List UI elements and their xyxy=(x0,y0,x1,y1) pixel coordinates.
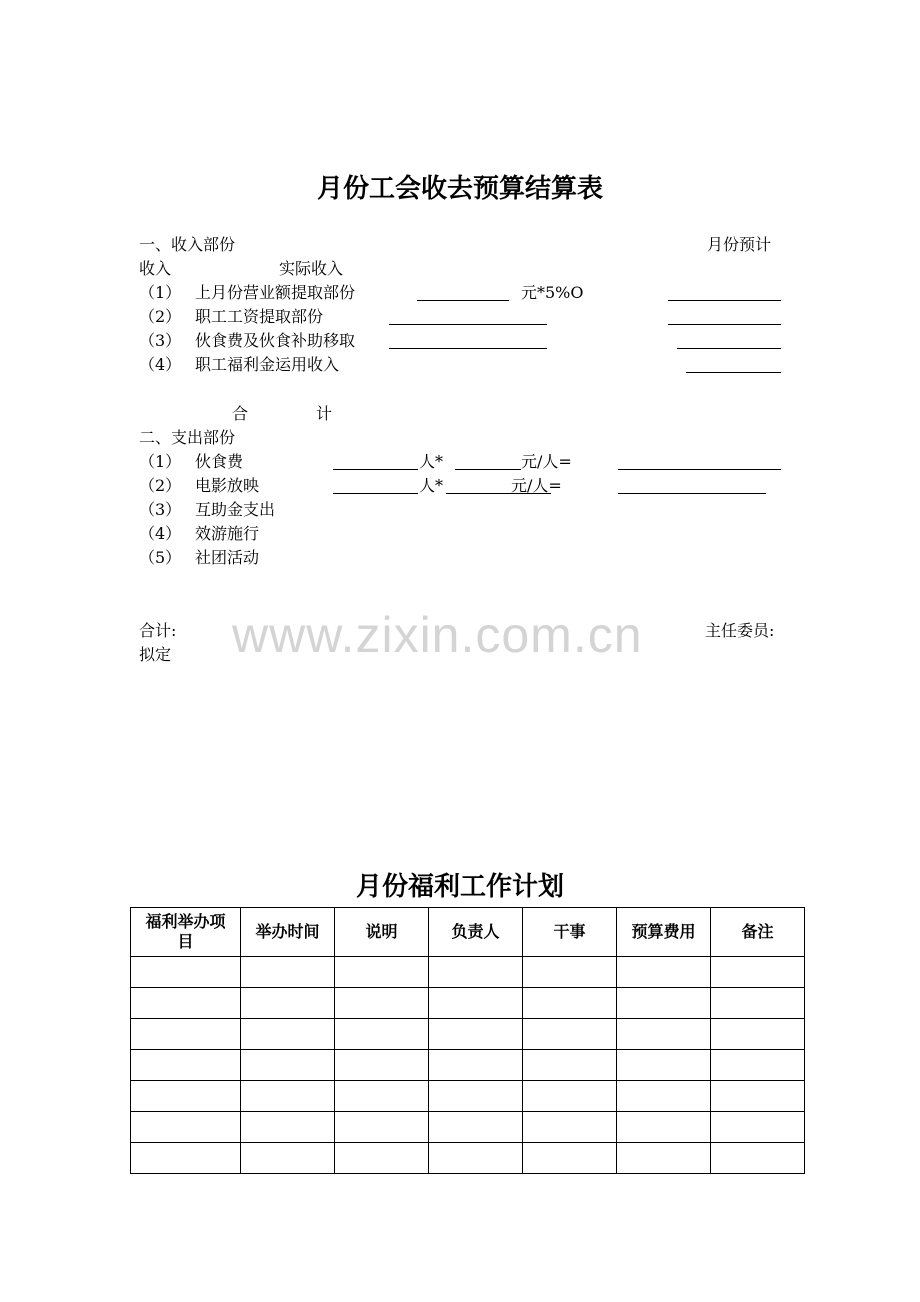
table-cell[interactable] xyxy=(617,1081,711,1112)
table-cell[interactable] xyxy=(335,1143,429,1174)
table-row xyxy=(131,988,805,1019)
blank-line xyxy=(455,469,521,470)
expense-item-num: （2） xyxy=(139,476,182,495)
table-cell[interactable] xyxy=(617,1019,711,1050)
expense-item-label: 效游施行 xyxy=(195,524,260,543)
income-item-label: 职工工资提取部份 xyxy=(195,307,324,326)
table-cell[interactable] xyxy=(711,988,805,1019)
header-description: 说明 xyxy=(335,908,429,957)
table-cell[interactable] xyxy=(429,988,523,1019)
table-cell[interactable] xyxy=(335,1050,429,1081)
table-cell[interactable] xyxy=(241,988,335,1019)
section-expense-heading: 二、支出部份 xyxy=(139,428,236,447)
total-label-a: 合 xyxy=(232,404,249,423)
table-cell[interactable] xyxy=(711,1112,805,1143)
header-budget: 预算费用 xyxy=(617,908,711,957)
column-actual-income: 实际收入 xyxy=(279,259,344,278)
column-monthly-budget: 月份预计 xyxy=(707,235,772,254)
blank-line xyxy=(668,324,781,325)
table-cell[interactable] xyxy=(429,1050,523,1081)
blank-line xyxy=(333,493,418,494)
table-cell[interactable] xyxy=(241,1050,335,1081)
table-cell[interactable] xyxy=(429,1019,523,1050)
table-cell[interactable] xyxy=(131,988,241,1019)
expense-item-label: 电影放映 xyxy=(195,476,260,495)
blank-line xyxy=(618,493,766,494)
table-cell[interactable] xyxy=(241,1081,335,1112)
expense-item-label: 互助金支出 xyxy=(195,500,276,519)
expense-item-num: （3） xyxy=(139,500,182,519)
expense-item-num: （1） xyxy=(139,452,182,471)
table-row xyxy=(131,957,805,988)
table-cell[interactable] xyxy=(429,1143,523,1174)
table-cell[interactable] xyxy=(429,1112,523,1143)
per-person-label: 元/人= xyxy=(511,476,562,495)
expense-item-label: 伙食费 xyxy=(195,452,244,471)
header-notes: 备注 xyxy=(711,908,805,957)
table-cell[interactable] xyxy=(523,1019,617,1050)
table-cell[interactable] xyxy=(335,1081,429,1112)
blank-line xyxy=(333,469,418,470)
table-row xyxy=(131,1050,805,1081)
sum-label: 合计: xyxy=(139,621,177,640)
blank-line xyxy=(417,300,509,301)
table-row xyxy=(131,1112,805,1143)
watermark: www.zixin.com.cn xyxy=(232,607,643,663)
budget-title: 月份工会收去预算结算表 xyxy=(316,174,603,204)
section-income-heading: 一、收入部份 xyxy=(139,235,236,254)
table-cell[interactable] xyxy=(131,957,241,988)
table-cell[interactable] xyxy=(711,1143,805,1174)
table-cell[interactable] xyxy=(523,1050,617,1081)
table-cell[interactable] xyxy=(617,1050,711,1081)
table-cell[interactable] xyxy=(335,957,429,988)
blank-line xyxy=(668,300,781,301)
table-cell[interactable] xyxy=(711,1019,805,1050)
table-cell[interactable] xyxy=(241,1019,335,1050)
income-item-suffix: 元*5%O xyxy=(521,283,584,302)
table-row xyxy=(131,1081,805,1112)
header-time: 举办时间 xyxy=(241,908,335,957)
table-row xyxy=(131,1143,805,1174)
income-item-label: 职工福利金运用收入 xyxy=(195,355,340,374)
per-person-label: 元/人= xyxy=(521,452,572,471)
plan-title: 月份福利工作计划 xyxy=(355,872,564,902)
header-item: 福利举办项目 xyxy=(131,908,241,957)
header-owner: 负责人 xyxy=(429,908,523,957)
table-cell[interactable] xyxy=(241,957,335,988)
blank-line xyxy=(389,324,547,325)
blank-line xyxy=(686,372,781,373)
table-cell[interactable] xyxy=(523,957,617,988)
column-income: 收入 xyxy=(139,259,172,278)
table-cell[interactable] xyxy=(617,957,711,988)
draft-label: 拟定 xyxy=(139,645,172,664)
table-cell[interactable] xyxy=(131,1112,241,1143)
table-cell[interactable] xyxy=(523,988,617,1019)
income-item-num: （4） xyxy=(139,355,182,374)
header-staff: 干事 xyxy=(523,908,617,957)
table-cell[interactable] xyxy=(523,1081,617,1112)
table-cell[interactable] xyxy=(711,957,805,988)
table-cell[interactable] xyxy=(241,1112,335,1143)
table-cell[interactable] xyxy=(131,1019,241,1050)
welfare-plan-table xyxy=(130,907,805,1174)
table-cell[interactable] xyxy=(131,1050,241,1081)
table-cell[interactable] xyxy=(335,988,429,1019)
blank-line xyxy=(618,469,781,470)
table-cell[interactable] xyxy=(131,1143,241,1174)
table-cell[interactable] xyxy=(335,1019,429,1050)
income-item-label: 伙食费及伙食补助移取 xyxy=(195,331,356,350)
income-item-num: （1） xyxy=(139,283,182,302)
table-cell[interactable] xyxy=(335,1112,429,1143)
table-cell[interactable] xyxy=(711,1081,805,1112)
persons-label: 人* xyxy=(419,476,444,495)
table-cell[interactable] xyxy=(429,1081,523,1112)
income-item-num: （3） xyxy=(139,331,182,350)
chair-label: 主任委员: xyxy=(705,621,775,640)
income-item-num: （2） xyxy=(139,307,182,326)
expense-item-num: （4） xyxy=(139,524,182,543)
table-cell[interactable] xyxy=(131,1081,241,1112)
table-cell[interactable] xyxy=(523,1143,617,1174)
table-row xyxy=(131,1019,805,1050)
expense-item-num: （5） xyxy=(139,548,182,567)
income-item-label: 上月份营业额提取部份 xyxy=(195,283,356,302)
table-cell[interactable] xyxy=(241,1143,335,1174)
table-header-row xyxy=(131,908,805,957)
table-cell[interactable] xyxy=(523,1112,617,1143)
table-cell[interactable] xyxy=(617,1112,711,1143)
table-cell[interactable] xyxy=(429,957,523,988)
table-cell[interactable] xyxy=(617,1143,711,1174)
blank-line xyxy=(389,348,547,349)
total-label-b: 计 xyxy=(316,404,333,423)
persons-label: 人* xyxy=(419,452,444,471)
table-cell[interactable] xyxy=(617,988,711,1019)
expense-item-label: 社团活动 xyxy=(195,548,260,567)
table-cell[interactable] xyxy=(711,1050,805,1081)
blank-line xyxy=(677,348,781,349)
